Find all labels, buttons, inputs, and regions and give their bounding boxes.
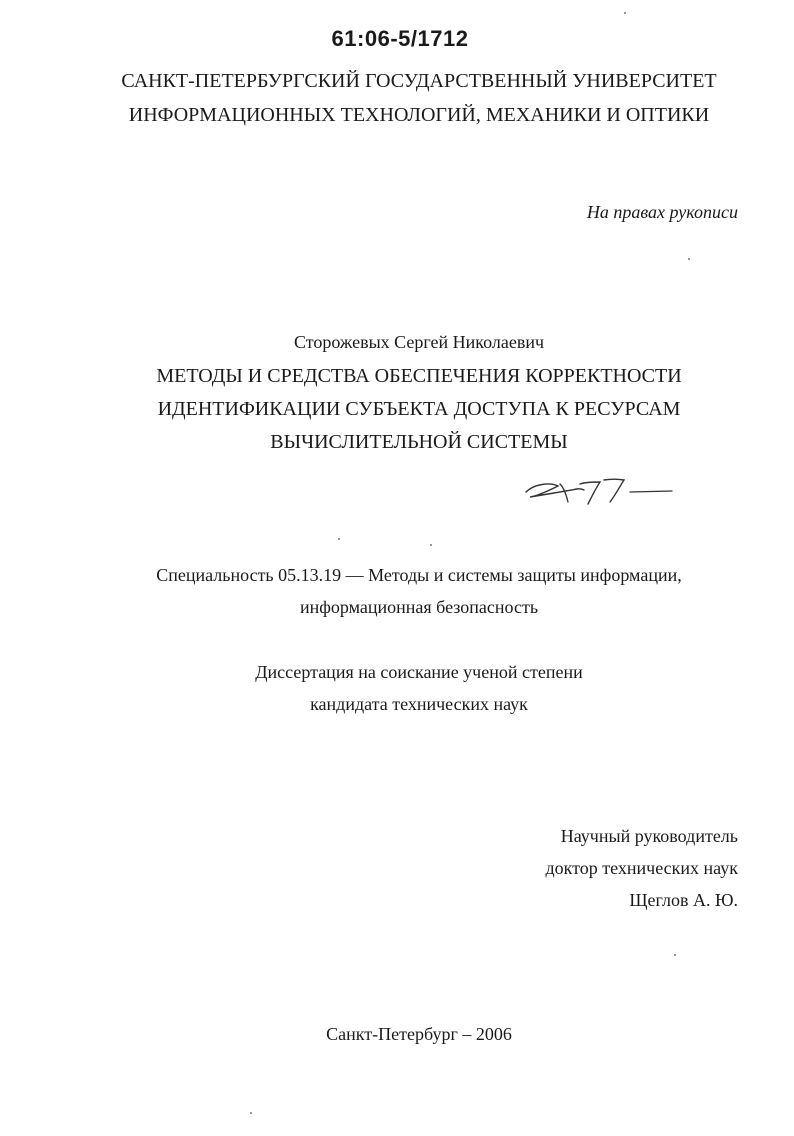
supervisor-name: Щеглов А. Ю. bbox=[629, 890, 738, 910]
supervisor-role: Научный руководитель bbox=[560, 826, 738, 846]
thesis-title-line2: ИДЕНТИФИКАЦИИ СУБЪЕКТА ДОСТУПА К РЕСУРСАМ bbox=[157, 398, 681, 420]
author-signature bbox=[520, 470, 680, 510]
university-name-line2: ИНФОРМАЦИОННЫХ ТЕХНОЛОГИЙ, МЕХАНИКИ И ОПТИКИ bbox=[128, 104, 710, 126]
scan-speck bbox=[688, 258, 690, 260]
university-name-line1: САНКТ-ПЕТЕРБУРГСКИЙ ГОСУДАРСТВЕННЫЙ УНИВЕРСИТЕТ bbox=[121, 70, 717, 92]
author-name: Сторожевых Сергей Николаевич bbox=[293, 332, 545, 352]
scan-speck bbox=[430, 544, 432, 546]
rights-note: На правах рукописи bbox=[586, 202, 738, 222]
scan-speck bbox=[338, 538, 340, 540]
thesis-title-line1: МЕТОДЫ И СРЕДСТВА ОБЕСПЕЧЕНИЯ КОРРЕКТНОСТИ bbox=[156, 365, 682, 387]
specialty-line2: информационная безопасность bbox=[299, 597, 539, 617]
supervisor-degree: доктор технических наук bbox=[545, 858, 738, 878]
specialty-line1: Специальность 05.13.19 — Методы и системы защиты информации, bbox=[156, 565, 682, 585]
scan-speck bbox=[624, 12, 626, 14]
scan-speck bbox=[250, 1112, 252, 1114]
dissertation-line1: Диссертация на соискание ученой степени bbox=[255, 662, 583, 682]
scan-speck bbox=[674, 954, 676, 956]
thesis-title-line3: ВЫЧИСЛИТЕЛЬНОЙ СИСТЕМЫ bbox=[270, 431, 568, 453]
dissertation-line2: кандидата технических наук bbox=[310, 694, 528, 714]
archive-code: 61:06-5/1712 bbox=[331, 26, 469, 51]
city-year: Санкт-Петербург – 2006 bbox=[326, 1024, 512, 1044]
